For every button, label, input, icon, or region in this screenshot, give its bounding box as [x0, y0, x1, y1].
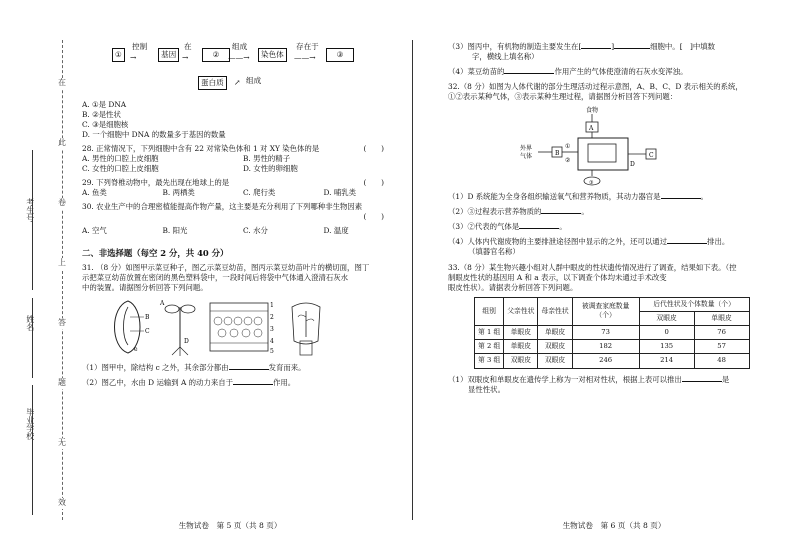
q33-sub1-text-end: 是 [721, 374, 730, 384]
binding-char: 此 [58, 138, 66, 147]
table-header: 母亲性状 [538, 297, 572, 325]
q32-sub4-blank[interactable] [667, 235, 707, 244]
q33-stem-line: 制眼皮性状的基因用 A 和 a 表示，以下调查个体均未通过手术改变 [448, 272, 667, 282]
q28-option-d[interactable]: D. 女性的卵细胞 [243, 163, 298, 173]
table-subheader: 双眼皮 [639, 311, 694, 325]
question-31 [82, 263, 404, 388]
fig-label: A [160, 300, 165, 308]
q32-sub4 [448, 235, 794, 247]
binding-char: 卷 [58, 198, 66, 207]
arrow-icon: → [182, 53, 189, 62]
table-cell: 214 [639, 354, 694, 368]
q27-option-a[interactable]: A. ①是 DNA [82, 100, 127, 109]
binding-char: 效 [58, 498, 66, 507]
q31-stem-line: 中的装置。请据图分析回答下列问题。 [82, 283, 208, 293]
q33-sub1-note: 显性性状。 [468, 384, 505, 394]
table-cell: 双眼皮 [538, 354, 572, 368]
q33-sub1-blank[interactable] [682, 373, 722, 382]
field-line-exam-number[interactable] [32, 150, 33, 290]
fig-label: 4 [270, 338, 274, 346]
diagram-label: ③ [589, 179, 594, 186]
page-footer-left: 生物试卷 第 5 页（共 8 页） [178, 521, 282, 530]
q29-option-c[interactable]: C. 爬行类 [243, 187, 276, 197]
diagram-label: 外界 [520, 144, 533, 152]
q28-option-c[interactable]: C. 女性的口腔上皮细胞 [82, 163, 159, 173]
q31-sub4 [448, 65, 794, 77]
q31-sub4-text-end: 作用产生的气体使澄清的石灰水变浑浊。 [554, 66, 688, 76]
q33-stem-line: 33.（8 分）某生物兴趣小组对人群中眼皮的性状遗传情况进行了调查，结果如下表。（控 [448, 262, 737, 272]
table-cell: 第 3 组 [475, 354, 504, 368]
fig-label: 3 [270, 326, 274, 334]
q31-stem-line: 31. （8 分）如图甲示菜豆种子，图乙示菜豆幼苗，图丙示菜豆幼苗叶片的横切面，图丁 [82, 263, 370, 273]
q31-stem-line: 示把菜豆幼苗放置在密闭的黑色塑料袋中，一段时间后将袋中气体通入澄清石灰水 [82, 273, 349, 283]
bag-apparatus-figure [284, 297, 328, 357]
q31-sub2-text: （2）图乙中，水由 D 运输到 A 的动力来自于 [82, 378, 234, 388]
q32-sub2-blank[interactable] [541, 205, 581, 214]
q30-option-c[interactable]: C. 水分 [243, 225, 268, 235]
q28-option-b[interactable]: B. 男性的精子 [243, 153, 291, 163]
question-28 [82, 144, 404, 174]
diagram-node-3: ③ [326, 48, 354, 62]
table-cell: 单眼皮 [504, 326, 538, 340]
q32-sub2 [448, 205, 794, 217]
table-header: 父亲性状 [504, 297, 538, 325]
q32-sub3-text: （3）②代表的气体是 [448, 221, 520, 231]
diagram-label: C [649, 151, 654, 159]
diagram-node-1: ① [112, 48, 125, 62]
table-cell: 双眼皮 [504, 354, 538, 368]
q28-stem: 28. 正常情况下，下列细胞中含有 22 对常染色体和 1 对 XY 染色体的是 [82, 143, 320, 153]
q31-sub2 [82, 376, 404, 388]
q32-stem-line: ①②表示某种气体，③表示某种生理过程，请据图分析回答下列问题： [448, 91, 678, 101]
q31-sub2-text-end: 作用。 [273, 378, 296, 388]
section-heading: 二、非选择题（每空 2 分，共 40 分） [82, 247, 229, 258]
left-page [20, 0, 390, 560]
diagram-label-in: 在 [184, 42, 192, 51]
q32-sub3 [448, 220, 794, 232]
diagram-node-gene: 基因 [158, 48, 179, 62]
diagram-label-control: 控制 [132, 42, 148, 51]
q29-option-d[interactable]: D. 哺乳类 [323, 187, 357, 197]
diagram-label-compose2: 组成 [246, 76, 262, 85]
diagram-label: ① [565, 142, 571, 150]
gene-concept-diagram [82, 40, 404, 100]
fig-label: e [134, 346, 138, 354]
table-cell: 246 [572, 354, 639, 368]
binding-char: 题 [58, 378, 66, 387]
page-divider [412, 40, 413, 520]
table-cell: 76 [694, 326, 749, 340]
right-page [424, 0, 794, 560]
q32-sub3-text-end: 。 [559, 221, 567, 231]
diagram-node-protein: 蛋白质 [198, 76, 227, 90]
page-footer-right: 生物试卷 第 6 页（共 8 页） [562, 521, 666, 530]
fig-label: B [145, 314, 150, 322]
binding-char: 在 [58, 78, 66, 87]
q27-option-b[interactable]: B. ②是性状 [82, 109, 121, 119]
table-cell: 182 [572, 340, 639, 354]
table-cell: 单眼皮 [538, 326, 572, 340]
diagram-label: ② [565, 156, 571, 164]
table-header: 后代性状及个体数量（个） [639, 297, 749, 311]
arrow-icon: → [130, 53, 137, 62]
field-line-school[interactable] [32, 385, 33, 515]
fig-label: D [184, 338, 189, 346]
diagram-label: B [555, 149, 560, 157]
arrow-icon: ↗ [234, 78, 241, 87]
q28-option-a[interactable]: A. 男性的口腔上皮细胞 [82, 153, 159, 163]
table-cell: 第 1 组 [475, 326, 504, 340]
table-cell: 单眼皮 [504, 340, 538, 354]
question-33 [448, 263, 794, 395]
q31-sub3-note: 字，横线上填名称） [472, 51, 539, 61]
q32-sub3-blank[interactable] [519, 220, 559, 229]
arrow-icon: ——→ [228, 53, 250, 62]
q31-sub3-bracket: ] [611, 42, 615, 51]
q32-sub4-text: （4）人体内代谢废物的主要排泄途径图中显示的之外，还可以通过 [448, 236, 668, 246]
q31-sub1 [82, 361, 404, 373]
diagram-label: D [630, 160, 635, 168]
field-label-school: 毕业学校 [25, 408, 35, 440]
table-row [475, 340, 750, 354]
table-cell: 48 [694, 354, 749, 368]
q31-sub1-text: （1）图甲中，除结构 c 之外，其余部分都由 [82, 363, 229, 373]
q32-sub2-text: （2）③过程表示营养物质的 [448, 206, 542, 216]
q29-answer-paren[interactable]: ( ) [363, 177, 384, 187]
binding-char: 无 [58, 438, 66, 447]
q31-sub3 [448, 40, 794, 52]
q32-sub2-text-end: 。 [581, 206, 589, 216]
q31-sub3-text-end: 细胞中。[ ]中填数 [650, 42, 716, 51]
right-content [448, 40, 794, 395]
q30-answer-paren[interactable]: ( ) [363, 211, 384, 221]
q29-option-a[interactable]: A. 鱼类 [82, 187, 107, 197]
q30-option-d[interactable]: D. 温度 [323, 225, 349, 235]
table-subheader: 单眼皮 [694, 311, 749, 325]
diagram-label: 气体 [520, 152, 533, 160]
diagram-node-chromosome: 染色体 [258, 48, 287, 62]
question-32 [448, 82, 794, 257]
q33-sub1-text: （1）双眼皮和单眼皮在遗传学上称为一对相对性状，根据上表可以推出 [448, 374, 682, 384]
diagram-label: A [589, 124, 594, 132]
inheritance-table [474, 297, 750, 369]
metabolism-diagram [518, 104, 718, 186]
table-cell: 0 [639, 326, 694, 340]
q30-option-b[interactable]: B. 阳光 [162, 225, 188, 235]
q30-stem: 30. 农业生产中的合理密植能提高作物产量，这主要是充分利用了下列哪种非生物因素 [82, 201, 363, 211]
leaf-section-figure [208, 297, 278, 357]
q27-option-c[interactable]: C. ③是细胞核 [82, 119, 129, 129]
field-label-exam-number: 考生号 [25, 198, 35, 222]
table-cell: 双眼皮 [538, 340, 572, 354]
table-header: 被调查家庭数量（个） [572, 297, 639, 325]
q31-sub3-blank-2[interactable] [614, 40, 650, 49]
diagram-label-compose: 组成 [232, 42, 248, 51]
q32-sub4-note: （填器官名称） [468, 246, 520, 256]
fig-label: 5 [270, 348, 274, 356]
binding-char: 上 [58, 258, 66, 267]
binding-char: 答 [58, 318, 66, 327]
fig-label: C [145, 328, 150, 336]
q27-option-d[interactable]: D. 一个细胞中 DNA 的数量多于基因的数量 [82, 129, 226, 139]
q31-sub2-blank[interactable] [233, 376, 273, 385]
table-cell: 第 2 组 [475, 340, 504, 354]
q33-sub1 [448, 373, 794, 385]
table-cell: 73 [572, 326, 639, 340]
q32-sub1 [448, 190, 794, 202]
q28-answer-paren[interactable]: ( ) [363, 143, 384, 153]
q32-sub4-text-end: 排出。 [707, 236, 730, 246]
table-row [475, 326, 750, 340]
q32-stem-line: 32.（8 分）如图为人体代谢的部分生理活动过程示意图，A、B、C、D 表示相关的系统， [448, 81, 743, 91]
field-line-name[interactable] [32, 298, 33, 378]
table-cell: 135 [639, 340, 694, 354]
q30-option-a[interactable]: A. 空气 [82, 225, 107, 235]
q31-sub1-blank[interactable] [229, 361, 269, 370]
q32-sub1-blank[interactable] [661, 190, 701, 199]
diagram-node-2: ② [202, 48, 230, 62]
q31-figures [104, 297, 404, 357]
q29-stem: 29. 下列脊椎动物中，最先出现在地球上的是 [82, 177, 230, 187]
question-29 [82, 178, 404, 198]
q29-option-b[interactable]: B. 两栖类 [162, 187, 195, 197]
table-cell: 57 [694, 340, 749, 354]
q32-sub1-text: （1）D 系统能为全身各组织输送氧气和营养物质，其动力器官是 [448, 191, 661, 201]
diagram-label: 食物 [586, 106, 599, 114]
fig-label: 1 [270, 302, 274, 310]
q31-sub3-text: （3）图丙中，有机物的制造主要发生在[ [448, 42, 582, 51]
arrow-icon: ——→ [294, 53, 316, 62]
q33-stem-line: 眼皮性状）。请据表分析回答下列问题。 [448, 282, 578, 292]
q32-sub1-text-end: 。 [700, 191, 708, 201]
diagram-label-exists: 存在于 [296, 42, 319, 51]
q31-sub4-blank[interactable] [504, 65, 554, 74]
question-30 [82, 202, 404, 236]
q31-sub3-blank[interactable] [581, 40, 611, 49]
q31-sub1-text-end: 发育而来。 [268, 363, 306, 373]
fig-label: 2 [270, 314, 274, 322]
field-label-name: 姓名 [25, 315, 35, 331]
left-content [82, 40, 404, 388]
table-row [475, 354, 750, 368]
seed-figure [104, 297, 152, 357]
seedling-figure [158, 297, 202, 357]
q31-sub4-text: （4）菜豆幼苗的 [448, 66, 505, 76]
table-header: 组别 [475, 297, 504, 325]
